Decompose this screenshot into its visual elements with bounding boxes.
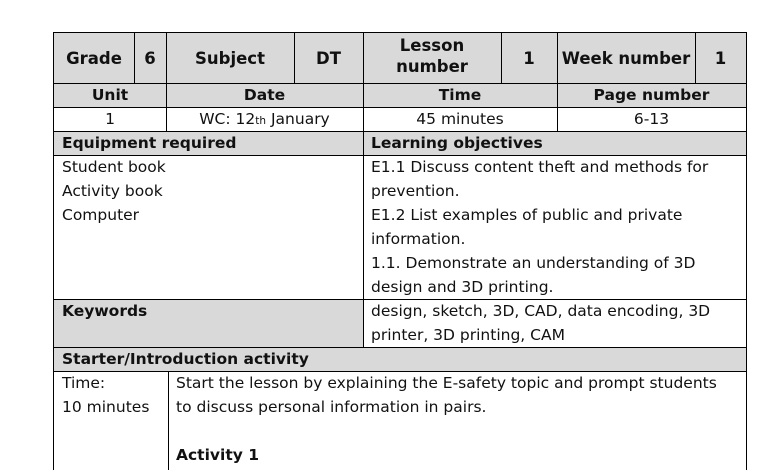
keywords-list [363, 299, 746, 347]
activity-heading: Activity 1 [176, 446, 260, 464]
week-number-label: Week number [561, 48, 691, 68]
grid-line [294, 32, 295, 83]
week-number-value: 1 [714, 48, 727, 68]
objectives-title: Learning objectives [371, 134, 543, 152]
equipment-title: Equipment required [62, 134, 237, 152]
grid-line [557, 32, 558, 131]
date-value [166, 107, 363, 131]
subject-label: Subject [195, 48, 265, 68]
equipment-item: Student book [62, 158, 166, 176]
subject-value: DT [316, 48, 341, 68]
grid-line [54, 371, 747, 372]
time-header: Time [438, 86, 482, 104]
table-border-right [746, 32, 747, 470]
grid-line [166, 32, 167, 131]
date-ordinal: th [255, 115, 267, 127]
grid-line [54, 107, 747, 108]
objective-line: design and 3D printing. [371, 278, 554, 296]
unit-header: Unit [91, 86, 129, 104]
grid-line [54, 83, 747, 84]
objective-line: 1.1. Demonstrate an understanding of 3D [371, 254, 696, 272]
grid-line [134, 32, 135, 83]
objective-line: prevention. [371, 182, 460, 200]
grid-line [363, 32, 364, 347]
unit-value: 1 [105, 110, 115, 128]
starter-text-line: to discuss personal information in pairs. [176, 398, 487, 416]
starter-time-label: Time: [62, 374, 106, 392]
starter-time-value: 10 minutes [62, 398, 150, 416]
grade-value: 6 [144, 48, 156, 68]
starter-blank-line [176, 419, 746, 443]
keywords-line: printer, 3D printing, CAM [371, 326, 565, 344]
grid-line [54, 155, 747, 156]
grade-label: Grade [66, 48, 122, 68]
grid-line [168, 371, 169, 470]
table-border-left [53, 32, 54, 470]
table-border-top [54, 32, 747, 33]
lesson-number-value: 1 [523, 48, 535, 68]
objectives-list [363, 155, 746, 299]
starter-time [54, 371, 168, 470]
date-suffix: January [266, 110, 330, 128]
grid-line [54, 347, 747, 348]
starter-description [168, 371, 746, 470]
date-header: Date [243, 86, 286, 104]
lesson-label-line2: number [396, 57, 468, 76]
page-number-header: Page number [593, 86, 710, 104]
time-value: 45 minutes [416, 110, 504, 128]
keywords-label: Keywords [62, 302, 148, 320]
grid-line [54, 299, 747, 300]
equipment-item: Computer [62, 206, 140, 224]
starter-title: Starter/Introduction activity [62, 350, 309, 368]
grid-line [501, 32, 502, 83]
page-number-value: 6-13 [633, 110, 670, 128]
grid-line [54, 131, 747, 132]
starter-text-line: Start the lesson by explaining the E-safety topic and prompt students [176, 374, 717, 392]
equipment-list [54, 155, 363, 299]
equipment-item: Activity book [62, 182, 163, 200]
lesson-label-line1: Lesson [399, 36, 465, 55]
keywords-line: design, sketch, 3D, CAD, data encoding, 3D [371, 302, 711, 320]
grid-line [695, 32, 696, 83]
lesson-number-label [363, 35, 501, 81]
objective-line: E1.2 List examples of public and private [371, 206, 683, 224]
objective-line: information. [371, 230, 466, 248]
objective-line: E1.1 Discuss content theft and methods for [371, 158, 709, 176]
date-prefix: WC: 12 [199, 110, 256, 128]
